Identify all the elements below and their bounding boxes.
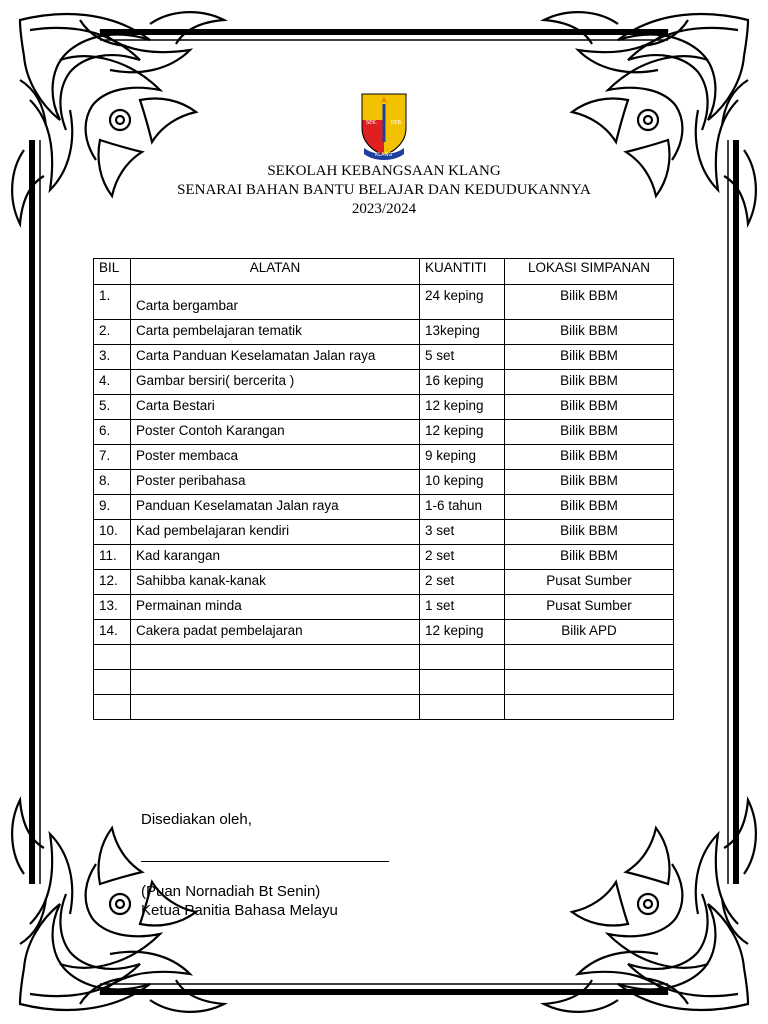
cell-kuantiti: 1-6 tahun <box>420 495 505 520</box>
table-row <box>94 345 674 370</box>
table-row <box>94 370 674 395</box>
cell-bil <box>94 695 131 720</box>
cell-lokasi <box>505 695 674 720</box>
cell-lokasi: Bilik BBM <box>505 420 674 445</box>
cell-bil: 12. <box>94 570 131 595</box>
signature-line <box>141 851 389 862</box>
cell-bil: 13. <box>94 595 131 620</box>
cell-alatan: Carta Bestari <box>131 395 420 420</box>
cell-alatan: Poster membaca <box>131 445 420 470</box>
document-header <box>0 162 768 219</box>
cell-alatan <box>131 670 420 695</box>
cell-bil: 1. <box>94 285 131 320</box>
document-title: SENARAI BAHAN BANTU BELAJAR DAN KEDUDUKANNYA <box>177 182 591 198</box>
cell-alatan: Poster peribahasa <box>131 470 420 495</box>
cell-lokasi: Bilik BBM <box>505 520 674 545</box>
column-header-lokasi: LOKASI SIMPANAN <box>505 259 674 285</box>
cell-bil: 10. <box>94 520 131 545</box>
table-row <box>94 695 674 720</box>
cell-kuantiti <box>420 670 505 695</box>
cell-kuantiti: 2 set <box>420 570 505 595</box>
cell-lokasi: Bilik BBM <box>505 470 674 495</box>
crest-text-keb: KEB. <box>391 120 403 126</box>
column-header-kuantiti: KUANTITI <box>420 259 505 285</box>
table-header-row <box>94 259 674 285</box>
cell-lokasi: Bilik BBM <box>505 545 674 570</box>
signature-block <box>141 810 389 920</box>
cell-kuantiti: 3 set <box>420 520 505 545</box>
cell-lokasi: Bilik BBM <box>505 285 674 320</box>
column-header-alatan: ALATAN <box>131 259 420 285</box>
cell-kuantiti <box>420 695 505 720</box>
cell-alatan <box>131 695 420 720</box>
table-row <box>94 395 674 420</box>
academic-year: 2023/2024 <box>351 201 417 217</box>
crest-scroll-text: KLANG <box>375 152 393 158</box>
cell-alatan: Kad pembelajaran kendiri <box>131 520 420 545</box>
cell-bil: 3. <box>94 345 131 370</box>
table-row <box>94 545 674 570</box>
cell-alatan: Kad karangan <box>131 545 420 570</box>
cell-alatan: Sahibba kanak-kanak <box>131 570 420 595</box>
table-row <box>94 570 674 595</box>
cell-bil <box>94 670 131 695</box>
cell-alatan: Carta bergambar <box>131 285 420 320</box>
cell-bil: 14. <box>94 620 131 645</box>
table-row <box>94 495 674 520</box>
cell-alatan: Permainan minda <box>131 595 420 620</box>
cell-kuantiti <box>420 645 505 670</box>
signatory-position: Ketua Panitia Bahasa Melayu <box>141 902 338 919</box>
table-row <box>94 595 674 620</box>
cell-lokasi: Bilik BBM <box>505 345 674 370</box>
cell-kuantiti: 16 keping <box>420 370 505 395</box>
cell-bil: 7. <box>94 445 131 470</box>
cell-lokasi: Bilik BBM <box>505 395 674 420</box>
cell-lokasi: Pusat Sumber <box>505 595 674 620</box>
cell-lokasi: Pusat Sumber <box>505 570 674 595</box>
cell-bil <box>94 645 131 670</box>
cell-lokasi: Bilik BBM <box>505 320 674 345</box>
table-row <box>94 445 674 470</box>
cell-alatan: Carta Panduan Keselamatan Jalan raya <box>131 345 420 370</box>
cell-kuantiti: 10 keping <box>420 470 505 495</box>
cell-lokasi: Bilik BBM <box>505 370 674 395</box>
cell-bil: 6. <box>94 420 131 445</box>
cell-lokasi: Bilik APD <box>505 620 674 645</box>
crest-text-sek: SEK. <box>366 120 378 126</box>
table-row <box>94 420 674 445</box>
cell-lokasi: Bilik BBM <box>505 445 674 470</box>
table-row <box>94 620 674 645</box>
cell-alatan: Panduan Keselamatan Jalan raya <box>131 495 420 520</box>
cell-alatan: Cakera padat pembelajaran <box>131 620 420 645</box>
cell-kuantiti: 13keping <box>420 320 505 345</box>
cell-alatan: Poster Contoh Karangan <box>131 420 420 445</box>
table-row <box>94 670 674 695</box>
cell-kuantiti: 5 set <box>420 345 505 370</box>
cell-lokasi <box>505 670 674 695</box>
cell-bil: 2. <box>94 320 131 345</box>
cell-bil: 5. <box>94 395 131 420</box>
school-name: SEKOLAH KEBANGSAAN KLANG <box>267 163 501 179</box>
cell-bil: 9. <box>94 495 131 520</box>
cell-alatan <box>131 645 420 670</box>
cell-bil: 11. <box>94 545 131 570</box>
inventory-table <box>93 258 674 720</box>
cell-kuantiti: 12 keping <box>420 395 505 420</box>
column-header-bil: BIL <box>94 259 131 285</box>
school-crest-icon <box>358 90 410 162</box>
cell-alatan: Carta pembelajaran tematik <box>131 320 420 345</box>
cell-alatan: Gambar bersiri( bercerita ) <box>131 370 420 395</box>
table-row <box>94 285 674 320</box>
table-row <box>94 320 674 345</box>
cell-kuantiti: 12 keping <box>420 420 505 445</box>
prepared-by-label: Disediakan oleh, <box>141 811 252 828</box>
cell-kuantiti: 9 keping <box>420 445 505 470</box>
cell-bil: 8. <box>94 470 131 495</box>
cell-kuantiti: 24 keping <box>420 285 505 320</box>
cell-kuantiti: 2 set <box>420 545 505 570</box>
table-row <box>94 520 674 545</box>
cell-lokasi <box>505 645 674 670</box>
cell-bil: 4. <box>94 370 131 395</box>
signatory-name: (Puan Nornadiah Bt Senin) <box>141 883 321 900</box>
table-row <box>94 645 674 670</box>
cell-kuantiti: 12 keping <box>420 620 505 645</box>
cell-lokasi: Bilik BBM <box>505 495 674 520</box>
cell-kuantiti: 1 set <box>420 595 505 620</box>
table-row <box>94 470 674 495</box>
